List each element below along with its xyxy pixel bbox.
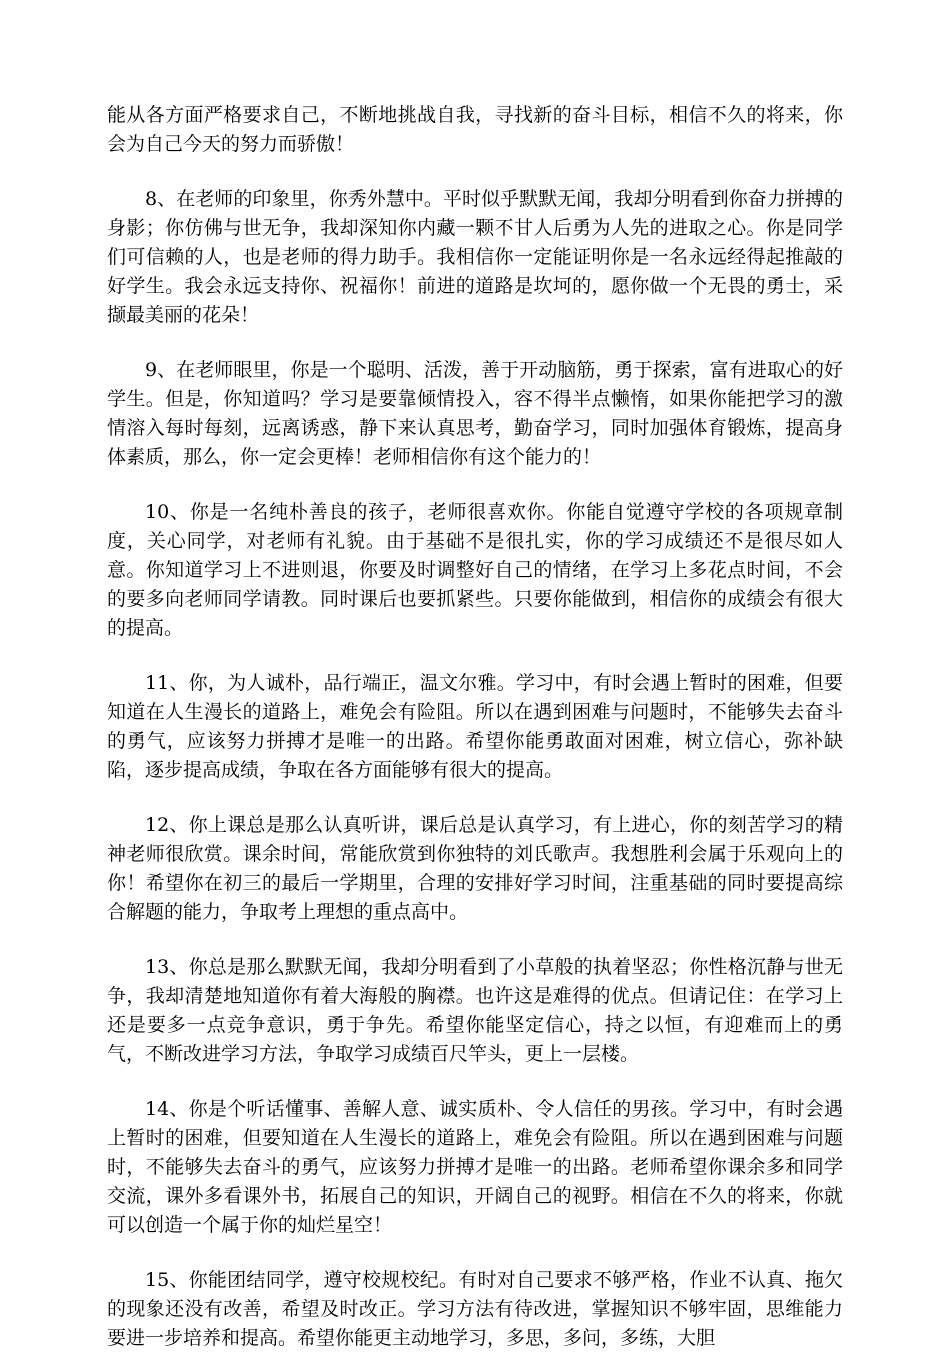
paragraph-comment-11: 11、你，为人诚朴，品行端正，温文尔雅。学习中，有时会遇上暂时的困难，但要知道在人生漫长的道路上，难免会有险阻。所以在遇到困难与问题时，不能够失去奋斗的勇气，应该努力拼搏才是唯一的出路。希望你能勇敢面对困难，树立信心，弥补缺陷，逐步提高成绩，争取在各方面能够有很大的提高。: [107, 672, 843, 781]
paragraph-comment-10: 10、你是一名纯朴善良的孩子，老师很喜欢你。你能自觉遵守学校的各项规章制度，关心同学，对老师有礼貌。由于基础不是很扎实，你的学习成绩还不是很尽如人意。你知道学习上不进则退，你要及时调整好自己的情绪，在学习上多花点时间，不会的要多向老师同学请教。同时课后也要抓紧些。只要你能做到，相信你的成绩会有很大的提高。: [107, 501, 843, 639]
paragraph-comment-12: 12、你上课总是那么认真听讲，课后总是认真学习，有上进心，你的刻苦学习的精神老师很欣赏。课余时间，常能欣赏到你独特的刘氏歌声。我想胜利会属于乐观向上的你！希望你在初三的最后一学期里，合理的安排好学习时间，注重基础的同时要提高综合解题的能力，争取考上理想的重点高中。: [107, 814, 843, 923]
paragraph-comment-15: 15、你能团结同学，遵守校规校纪。有时对自己要求不够严格，作业不认真、拖欠的现象还没有改善，希望及时改正。学习方法有待改进，掌握知识不够牢固，思维能力要进一步培养和提高。希望你能更主动地学习，多思，多问，多练，大胆: [107, 1269, 843, 1349]
paragraph-comment-9: 9、在老师眼里，你是一个聪明、活泼，善于开动脑筋，勇于探索，富有进取心的好学生。但是，你知道吗？学习是要靠倾情投入，容不得半点懒惰，如果你能把学习的激情溶入每时每刻，远离诱惑，静下来认真思考，勤奋学习，同时加强体育锻炼，提高身体素质，那么，你一定会更棒！老师相信你有这个能力的！: [107, 359, 843, 468]
paragraph-comment-8: 8、在老师的印象里，你秀外慧中。平时似乎默默无闻，我却分明看到你奋力拼搏的身影；你仿佛与世无争，我却深知你内藏一颗不甘人后勇为人先的进取之心。你是同学们可信赖的人，也是老师的得力助手。我相信你一定能证明你是一名永远经得起推敲的好学生。我会永远支持你、祝福你！前进的道路是坎坷的，愿你做一个无畏的勇士，采撷最美丽的花朵！: [107, 188, 843, 326]
document-body: [107, 101, 843, 1353]
paragraph-continued: 能从各方面严格要求自己，不断地挑战自我，寻找新的奋斗目标，相信不久的将来，你会为自己今天的努力而骄傲！: [107, 104, 843, 155]
paragraph-comment-13: 13、你总是那么默默无闻，我却分明看到了小草般的执着坚忍；你性格沉静与世无争，我却清楚地知道你有着大海般的胸襟。也许这是难得的优点。但请记住：在学习上还是要多一点竞争意识，勇于争先。希望你能坚定信心，持之以恒，有迎难而上的勇气，不断改进学习方法，争取学习成绩百尺竿头，更上一层楼。: [107, 956, 843, 1065]
paragraph-comment-14: 14、你是个听话懂事、善解人意、诚实质朴、令人信任的男孩。学习中，有时会遇上暂时的困难，但要知道在人生漫长的道路上，难免会有险阻。所以在遇到困难与问题时，不能够失去奋斗的勇气，应该努力拼搏才是唯一的出路。老师希望你课余多和同学交流，课外多看课外书，拓展自己的知识，开阔自己的视野。相信在不久的将来，你就可以创造一个属于你的灿烂星空！: [107, 1098, 843, 1236]
